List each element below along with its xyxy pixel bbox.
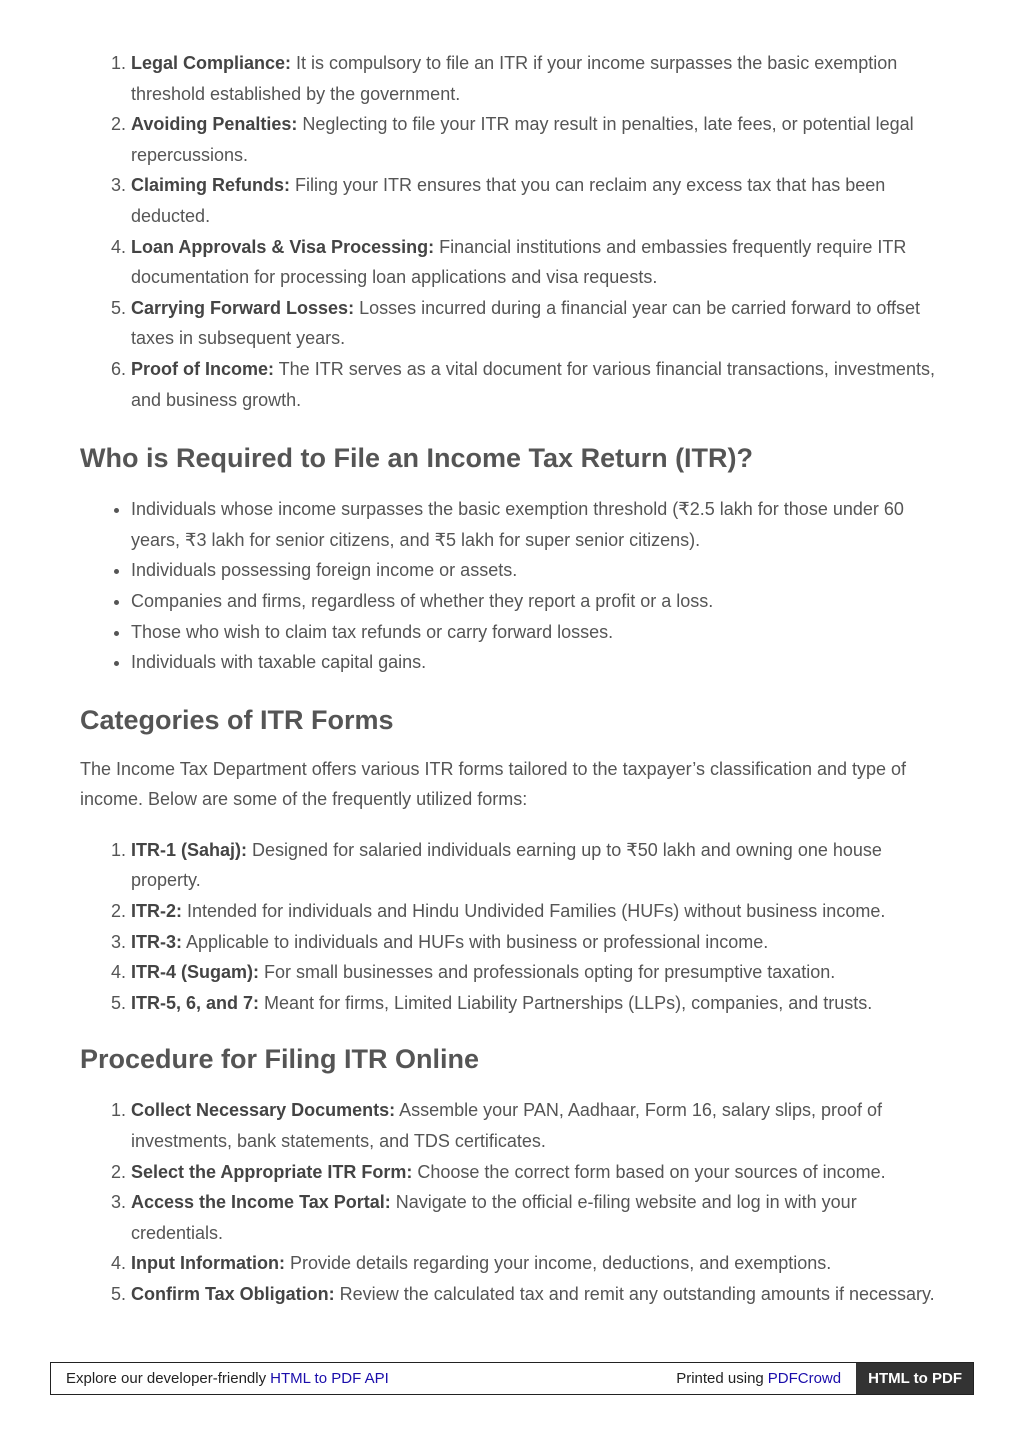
item-label: ITR-4 (Sugam): (131, 962, 259, 983)
list-item: • Companies and firms, regardless of whether they report a profit or a loss. (131, 586, 944, 617)
item-label: Legal Compliance: (131, 53, 292, 73)
item-label: Carrying Forward Losses: (131, 297, 355, 318)
item-text: Assemble your PAN, Aadhaar, Form 16, salary slips, proof of investments, bank statements, and TDS certificates. (131, 1100, 882, 1152)
item-label: ITR-3: (131, 931, 182, 952)
item-text: Provide details regarding your income, deductions, and exemptions. (284, 1253, 832, 1274)
item-label: Select the Appropriate ITR Form: (131, 1161, 413, 1182)
item-label: Claiming Refunds: (131, 175, 291, 196)
item-label: Avoiding Penalties: (131, 114, 298, 135)
list-item: • Individuals whose income surpasses the basic exemption threshold (₹2.5 lakh for those under 60 years, ₹3 lakh for senior citizens, and ₹5 lakh for super senior citizens). (131, 494, 944, 555)
item-text: Designed for salaried individuals earning up to ₹50 lakh and owning one house property. (131, 839, 882, 891)
item-text: For small businesses and professionals opting for presumptive taxation. (259, 962, 836, 983)
footer-explore-text: Explore our developer-friendly (66, 1370, 267, 1387)
item-text: It is compulsory to file an ITR if your income surpasses the basic exemption threshold established by the government. (131, 53, 898, 104)
list-item (131, 1279, 944, 1310)
item-text: Choose the correct form based on your sources of income. (412, 1161, 886, 1182)
forms-list (80, 835, 944, 1019)
list-item (131, 109, 944, 170)
item-label: Proof of Income: (131, 358, 274, 379)
item-text: Review the calculated tax and remit any outstanding amounts if necessary. (334, 1284, 935, 1304)
categories-intro: The Income Tax Department offers various ITR forms tailored to the taxpayer’s classification and type of income. Below are some of the frequently utilized forms: (80, 758, 907, 810)
list-item (131, 988, 944, 1019)
list-item: • Those who wish to claim tax refunds or carry forward losses. (131, 617, 944, 648)
item-text: Meant for firms, Limited Liability Partnerships (LLPs), companies, and trusts. (259, 992, 873, 1013)
pdfcrowd-link[interactable]: PDFCrowd (767, 1370, 842, 1387)
item-text: Filing your ITR ensures that you can reclaim any excess tax that has been deducted. (131, 175, 886, 226)
list-item (131, 1095, 944, 1156)
pdfcrowd-footer-bar (50, 1362, 974, 1395)
footer-right (676, 1363, 856, 1394)
list-item (131, 835, 944, 896)
item-label: ITR-2: (131, 901, 182, 922)
importance-list (80, 48, 944, 415)
item-text: Losses incurred during a financial year can be carried forward to offset taxes in subsequent years. (131, 297, 921, 349)
footer-left (51, 1363, 676, 1394)
item-text: Navigate to the official e-filing website and log in with your credentials. (131, 1192, 857, 1243)
section-heading-procedure: Procedure for Filing ITR Online (80, 1044, 480, 1075)
list-item (131, 927, 944, 958)
item-text: Intended for individuals and Hindu Undivided Families (HUFs) without business income. (182, 901, 886, 922)
section-heading-categories: Categories of ITR Forms (80, 704, 394, 735)
footer-printed-text: Printed using (676, 1370, 764, 1387)
list-item (131, 48, 944, 109)
article-content (80, 48, 944, 1310)
list-item (131, 232, 944, 293)
list-item (131, 170, 944, 231)
item-text: Neglecting to file your ITR may result in penalties, late fees, or potential legal repercussions. (131, 114, 914, 165)
section-heading-who: Who is Required to File an Income Tax Return (ITR)? (80, 443, 754, 474)
list-item (131, 957, 944, 988)
html-to-pdf-api-link[interactable]: HTML to PDF API (270, 1370, 389, 1387)
list-item (131, 1248, 944, 1279)
list-item (131, 293, 944, 354)
list-item (131, 1187, 944, 1248)
list-item (131, 1157, 944, 1188)
item-label: Confirm Tax Obligation: (131, 1284, 335, 1304)
html-to-pdf-button[interactable]: HTML to PDF (856, 1363, 973, 1394)
list-item (131, 354, 944, 415)
item-text: The ITR serves as a vital document for various financial transactions, investments, and business growth. (131, 358, 935, 410)
item-label: ITR-1 (Sahaj): (131, 839, 248, 860)
item-label: Input Information: (131, 1253, 285, 1274)
item-text: Financial institutions and embassies frequently require ITR documentation for processing loan applications and visa requests. (131, 236, 907, 288)
who-list (80, 494, 944, 678)
item-label: Loan Approvals & Visa Processing: (131, 236, 435, 257)
list-item (131, 896, 944, 927)
list-item: • Individuals possessing foreign income or assets. (131, 555, 944, 586)
item-text: Applicable to individuals and HUFs with business or professional income. (182, 931, 769, 952)
item-label: Collect Necessary Documents: (131, 1100, 396, 1121)
procedure-list (80, 1095, 944, 1309)
item-label: Access the Income Tax Portal: (131, 1192, 391, 1213)
item-label: ITR-5, 6, and 7: (131, 992, 260, 1013)
list-item: • Individuals with taxable capital gains. (131, 647, 944, 678)
